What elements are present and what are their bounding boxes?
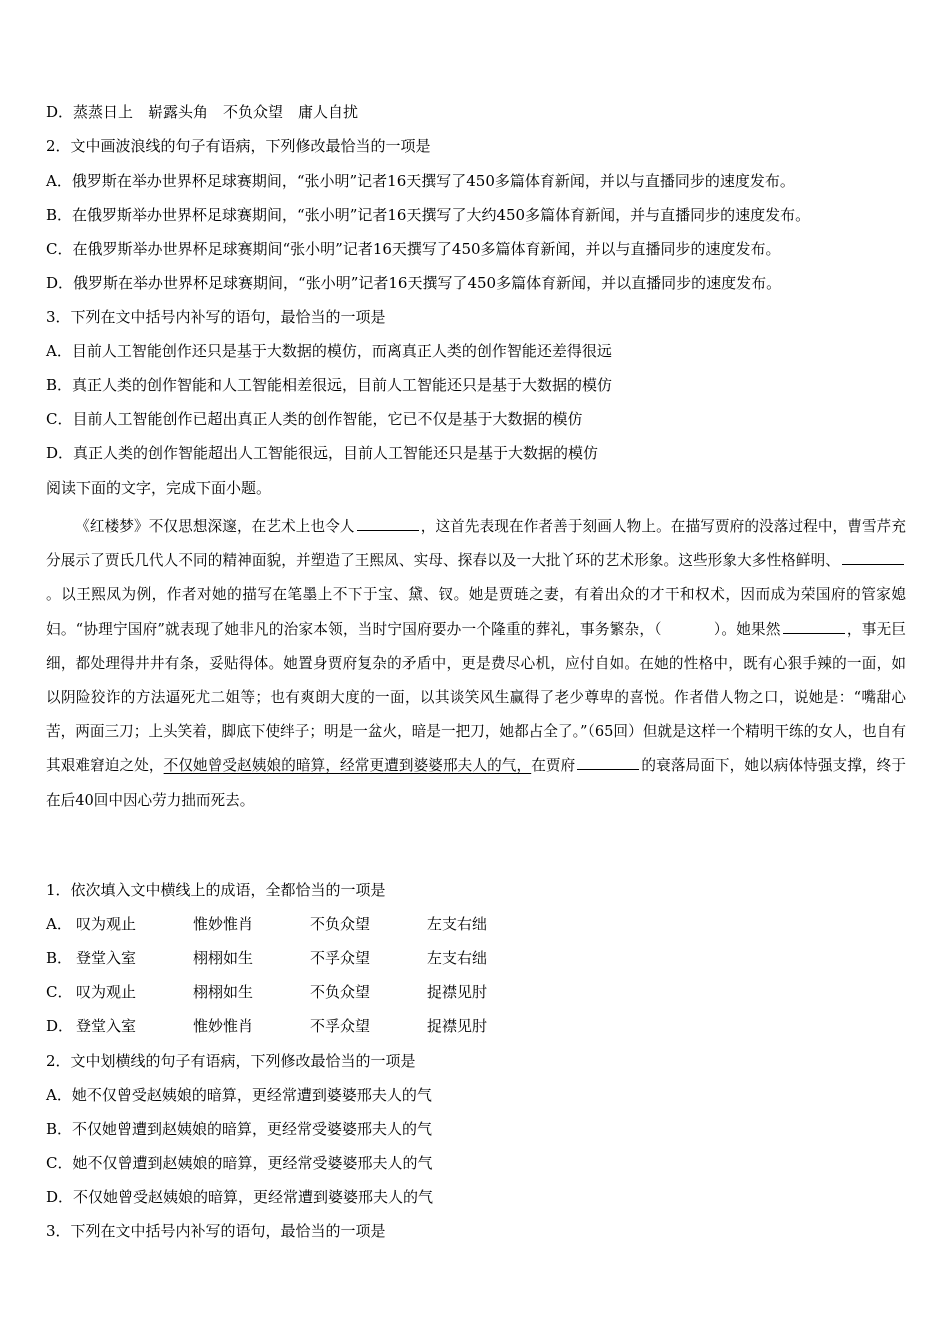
passage-paragraph — [46, 510, 906, 818]
passage-text: 在贾府 — [531, 757, 576, 775]
q2-option-c: C．她不仅曾遭到赵姨娘的暗算，更经常受婆婆邢夫人的气 — [46, 1154, 433, 1172]
q1-option-a: A． 叹为观止 惟妙惟肖 不负众望 左支右绌 — [46, 915, 488, 933]
q1-option-d: D． 登堂入室 惟妙惟肖 不孚众望 捉襟见肘 — [46, 1017, 488, 1035]
q2-option-a: A．她不仅曾受赵姨娘的暗算，更经常遭到婆婆邢夫人的气 — [46, 1086, 432, 1104]
prev-q2-option-c: C．在俄罗斯举办世界杯足球赛期间“张小明”记者16天撰写了450多篇体育新闻，并以与直播同步的速度发布。 — [46, 240, 781, 258]
q1-option-c: C． 叹为观止 栩栩如生 不负众望 捉襟见肘 — [46, 983, 488, 1001]
prev-q3-option-d: D．真正人类的创作智能超出人工智能很远，目前人工智能还只是基于大数据的模仿 — [46, 444, 599, 462]
q2-option-b: B．不仅她曾遭到赵姨娘的暗算，更经常受婆婆邢夫人的气 — [46, 1120, 433, 1138]
prev-q3-option-c: C．目前人工智能创作已超出真正人类的创作智能，它已不仅是基于大数据的模仿 — [46, 410, 583, 428]
underlined-sentence: 不仅她曾受赵姨娘的暗算，经常更遭到婆婆邢夫人的气， — [163, 757, 532, 775]
prev-q2-option-b: B．在俄罗斯举办世界杯足球赛期间，“张小明”记者16天撰写了大约450多篇体育新闻，并与直播同步的速度发布。 — [46, 206, 811, 224]
prev-option-d: D．蒸蒸日上 崭露头角 不负众望 庸人自扰 — [46, 103, 359, 121]
reading-instruction: 阅读下面的文字，完成下面小题。 — [46, 479, 272, 497]
passage-text: 《红楼梦》不仅思想深邃，在艺术上也令人 — [75, 518, 355, 535]
reading-passage — [46, 510, 906, 818]
passage-text: ，这首先表现在作者善于刻画人物上。在描写贾府的没落过程中，曹雪芹充分展示了贾氏几代人不同的精神面貌，并塑造了王熙凤、实母、探春以及一大批丫环的艺术形象。这些形象大多性格鲜明、 — [46, 518, 906, 570]
passage-text: 的衰落局面下，她以病体恃强支撑，终于在后40回中因心劳力拙而死去。 — [46, 757, 906, 809]
passage-text: ）。她果然 — [713, 620, 781, 638]
prev-q3-option-a: A．目前人工智能创作还只是基于大数据的模仿，而离真正人类的创作智能还差得很远 — [46, 342, 612, 360]
question-3-stem: 3．下列在文中括号内补写的语句，最恰当的一项是 — [46, 1222, 386, 1240]
question-1-stem: 1．依次填入文中横线上的成语，全都恰当的一项是 — [46, 881, 386, 899]
passage-text: ，事无巨细，都处理得井井有条，妥贴得体。她置身贾府复杂的矛盾中，更是费尽心机，应付自如。在她的性格中，既有心狠手辣的一面，如以阴险狡诈的方法逼死尤二姐等；也有爽朗大度的一面，以其谈笑风生赢得了老少尊卑的喜悦。作者借人物之口，说她是：“嘴甜心苦，两面三刀；上头笑着，脚底下使绊子；明是一盆火，暗是一把刀，她都占全了。”（65回）但就是这样一个精明干练的女人，也自有其艰难窘迫之处， — [46, 620, 906, 775]
prev-q3-option-b: B．真正人类的创作智能和人工智能相差很远，目前人工智能还只是基于大数据的模仿 — [46, 376, 613, 394]
fill-blank-2 — [842, 550, 904, 565]
passage-text: 。以王熙凤为例，作者对她的描写在笔墨上不下于宝、黛、钗。她是贾琏之妻，有着出众的才干和权术，因而成为荣国府的管家媳妇。“协理宁国府”就表现了她非凡的治家本领，当时宁国府要办一个隆重的葬礼，事务繁杂，（ — [46, 586, 906, 638]
q1-option-b: B． 登堂入室 栩栩如生 不孚众望 左支右绌 — [46, 949, 488, 967]
fill-blank-1 — [357, 516, 419, 531]
prev-q2-option-d: D．俄罗斯在举办世界杯足球赛期间，“张小明”记者16天撰写了450多篇体育新闻，并以直播同步的速度发布。 — [46, 274, 782, 292]
question-2-stem: 2．文中划横线的句子有语病，下列修改最恰当的一项是 — [46, 1052, 416, 1070]
question-3-stem-prev: 3．下列在文中括号内补写的语句，最恰当的一项是 — [46, 308, 386, 326]
fill-blank-3 — [783, 619, 845, 634]
question-2-stem-prev: 2．文中画波浪线的句子有语病，下列修改最恰当的一项是 — [46, 137, 431, 155]
prev-q2-option-a: A．俄罗斯在举办世界杯足球赛期间，“张小明”记者16天撰写了450多篇体育新闻，并以与直播同步的速度发布。 — [46, 172, 795, 190]
q2-option-d: D．不仅她曾受赵姨娘的暗算，更经常遭到婆婆邢夫人的气 — [46, 1188, 434, 1206]
fill-blank-4 — [577, 755, 639, 770]
